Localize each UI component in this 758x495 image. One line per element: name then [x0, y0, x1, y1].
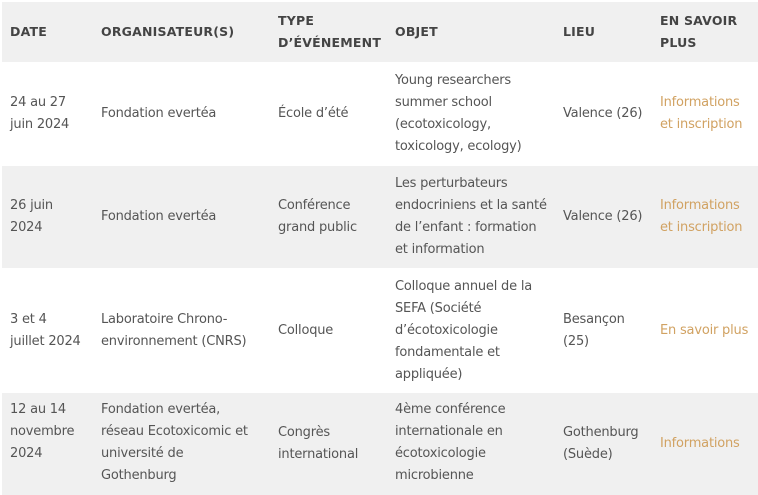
cell-type: Congrès international — [270, 393, 387, 495]
cell-organisateurs: Laboratoire Chrono-environnement (CNRS) — [93, 268, 270, 393]
header-objet: OBJET — [387, 2, 555, 62]
cell-organisateurs: Fondation evertéa, réseau Ecotoxicomic et université de Gothenburg — [93, 393, 270, 495]
cell-lieu: Valence (26) — [555, 62, 652, 166]
cell-objet: 4ème conférence internationale en écotoxicologie microbienne — [387, 393, 555, 495]
cell-objet: Colloque annuel de la SEFA (Société d’écotoxicologie fondamentale et appliquée) — [387, 268, 555, 393]
cell-date: 3 et 4 juillet 2024 — [2, 268, 93, 393]
table-header-row — [2, 2, 758, 62]
events-table — [2, 2, 758, 495]
cell-objet: Les perturbateurs endocriniens et la santé de l’enfant : formation et information — [387, 166, 555, 268]
cell-organisateurs: Fondation evertéa — [93, 62, 270, 166]
cell-type: Colloque — [270, 268, 387, 393]
header-type: TYPE D’ÉVÉNEMENT — [270, 2, 387, 62]
info-link[interactable]: Informations et inscription — [660, 198, 743, 235]
cell-lieu: Valence (26) — [555, 166, 652, 268]
cell-type: École d’été — [270, 62, 387, 166]
cell-more — [652, 268, 758, 393]
header-more: EN SAVOIR PLUS — [652, 2, 758, 62]
table-row — [2, 166, 758, 268]
table-row — [2, 393, 758, 495]
cell-more — [652, 62, 758, 166]
cell-type: Conférence grand public — [270, 166, 387, 268]
info-link[interactable]: Informations — [660, 436, 740, 451]
cell-date: 12 au 14 novembre 2024 — [2, 393, 93, 495]
cell-lieu: Gothenburg (Suède) — [555, 393, 652, 495]
cell-objet: Young researchers summer school (ecotoxicology, toxicology, ecology) — [387, 62, 555, 166]
cell-date: 26 juin 2024 — [2, 166, 93, 268]
events-table-container — [2, 2, 758, 495]
table-row — [2, 268, 758, 393]
cell-more — [652, 393, 758, 495]
en-savoir-plus-link[interactable]: En savoir plus — [660, 322, 749, 338]
info-link[interactable]: Informations et inscription — [660, 95, 743, 132]
cell-more — [652, 166, 758, 268]
table-row — [2, 62, 758, 166]
cell-date: 24 au 27 juin 2024 — [2, 62, 93, 166]
header-date: DATE — [2, 2, 93, 62]
header-lieu: LIEU — [555, 2, 652, 62]
cell-lieu: Besançon (25) — [555, 268, 652, 393]
cell-organisateurs: Fondation evertéa — [93, 166, 270, 268]
header-organisateurs: ORGANISATEUR(S) — [93, 2, 270, 62]
